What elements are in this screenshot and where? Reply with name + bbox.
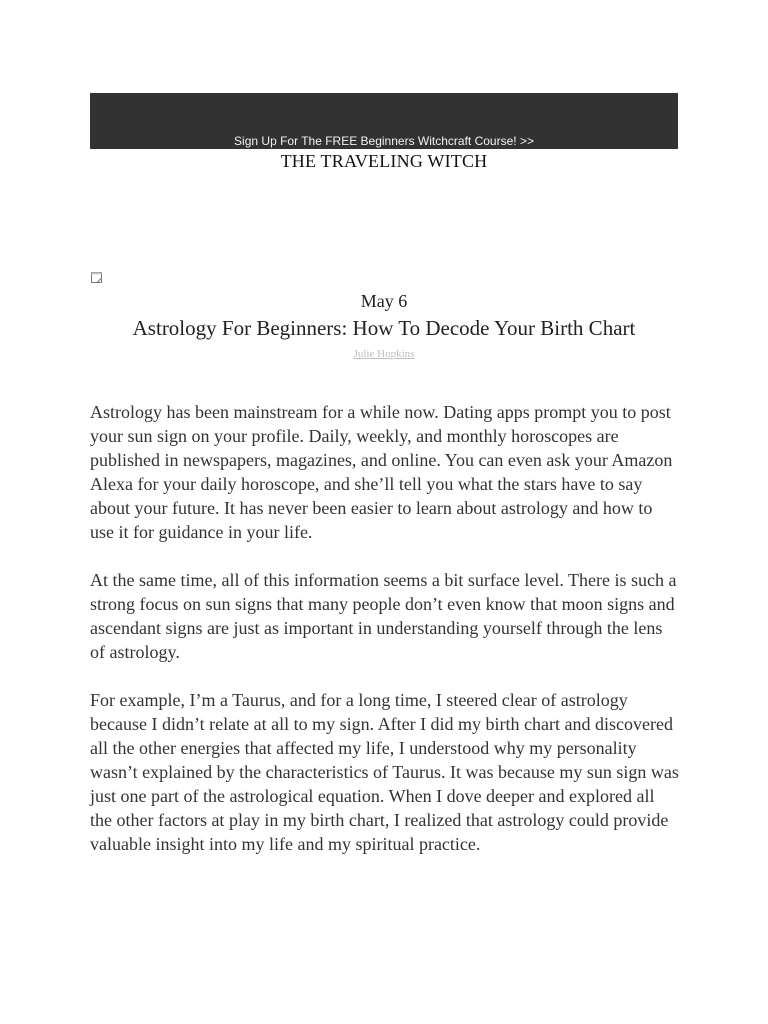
post-title: Astrology For Beginners: How To Decode Your Birth Chart [132, 316, 636, 340]
broken-image-icon [91, 272, 102, 283]
body-paragraph: At the same time, all of this information seems a bit surface level. There is such a strong focus on sun signs that many people don’t even know that moon signs and ascendant signs are just as important in understanding yourself through the lens of astrology. [90, 570, 677, 662]
promo-banner [90, 93, 678, 149]
course-signup-link[interactable]: Sign Up For The FREE Beginners Witchcraft Course! >> [234, 134, 534, 148]
post-body [90, 400, 680, 880]
body-paragraph: Astrology has been mainstream for a while now. Dating apps prompt you to post your sun sign on your profile. Daily, weekly, and monthly horoscopes are published in newspapers, magazines, and online. You can even ask your Amazon Alexa for your daily horoscope, and she’ll tell you what the stars have to say about your future. It has never been easier to learn about astrology and how to use it for guidance in your life. [90, 402, 673, 542]
author-link[interactable]: Julie Hopkins [353, 348, 415, 360]
post-date: May 6 [360, 291, 408, 311]
body-paragraph: For example, I’m a Taurus, and for a long time, I steered clear of astrology because I didn’t relate at all to my sign. After I did my birth chart and discovered all the other energies that affected my life, I understood why my personality wasn’t explained by the characteristics of Taurus. It was because my sun sign was just one part of the astrological equation. When I dove deeper and explored all the other factors at play in my birth chart, I realized that astrology could provide valuable insight into my life and my spiritual practice. [90, 690, 679, 854]
site-title[interactable]: THE TRAVELING WITCH [280, 151, 488, 171]
